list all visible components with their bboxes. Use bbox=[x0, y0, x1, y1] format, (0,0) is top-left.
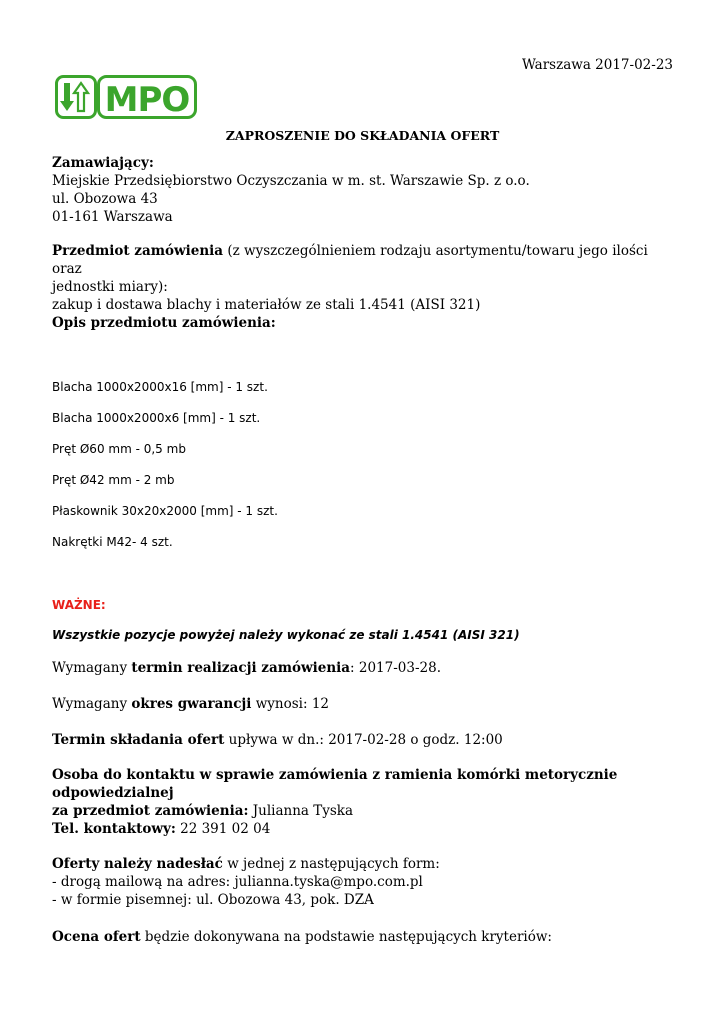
description-item: Pręt Ø60 mm - 0,5 mb bbox=[52, 442, 186, 456]
deadline-pre: Wymagany bbox=[52, 660, 132, 676]
submission-label: Oferty należy nadesłać bbox=[52, 856, 223, 872]
contact-label-line2: za przedmiot zamówienia: bbox=[52, 803, 249, 819]
description-item: Blacha 1000x2000x16 [mm] - 1 szt. bbox=[52, 380, 268, 394]
warranty-line bbox=[52, 695, 677, 713]
deadline-line bbox=[52, 659, 677, 677]
offer-deadline-line bbox=[52, 731, 677, 749]
subject-section bbox=[52, 242, 677, 314]
important-text: Wszystkie pozycje powyżej należy wykonać ze stali 1.4541 (AISI 321) bbox=[52, 628, 520, 642]
contact-name: Julianna Tyska bbox=[248, 803, 354, 819]
description-item: Płaskownik 30x20x2000 [mm] - 1 szt. bbox=[52, 504, 278, 518]
document-date: Warszawa 2017-02-23 bbox=[521, 57, 673, 73]
evaluation-line bbox=[52, 928, 677, 946]
description-item: Pręt Ø42 mm - 2 mb bbox=[52, 473, 175, 487]
subject-note-line1: (z wyszczególnieniem rodzaju asortymentu/towaru jego ilości oraz bbox=[52, 243, 648, 277]
subject-value: zakup i dostawa blachy i materiałów ze stali 1.4541 (AISI 321) bbox=[52, 297, 481, 313]
evaluation-post: będzie dokonywana na podstawie następujących kryteriów: bbox=[140, 929, 552, 945]
orderer-city: 01-161 Warszawa bbox=[52, 209, 173, 225]
orderer-section bbox=[52, 154, 677, 226]
description-item: Nakrętki M42- 4 szt. bbox=[52, 535, 173, 549]
submission-post: w jednej z następujących form: bbox=[222, 856, 440, 872]
offer-deadline-value: upływa w dn.: 2017-02-28 o godz. 12:00 bbox=[224, 732, 503, 748]
contact-section bbox=[52, 766, 682, 820]
mpo-logo bbox=[55, 75, 197, 119]
warranty-pre: Wymagany bbox=[52, 696, 132, 712]
phone-value: 22 391 02 04 bbox=[175, 821, 271, 837]
deadline-value: : 2017-03-28. bbox=[350, 660, 441, 676]
subject-label: Przedmiot zamówienia bbox=[52, 243, 224, 259]
phone-label: Tel. kontaktowy: bbox=[52, 821, 176, 837]
orderer-label: Zamawiający: bbox=[52, 155, 154, 171]
important-label: WAŻNE: bbox=[52, 598, 106, 612]
warranty-value: wynosi: 12 bbox=[251, 696, 329, 712]
page-title: ZAPROSZENIE DO SKŁADANIA OFERT bbox=[225, 128, 500, 143]
submission-email-line: - drogą mailową na adres: julianna.tyska@mpo.com.pl bbox=[52, 874, 423, 890]
subject-note-line2: jednostki miary): bbox=[52, 279, 168, 295]
logo-text: MPO bbox=[104, 80, 190, 119]
orderer-name: Miejskie Przedsiębiorstwo Oczyszczania w m. st. Warszawie Sp. z o.o. bbox=[52, 173, 530, 189]
warranty-label: okres gwarancji bbox=[131, 696, 252, 712]
description-item: Blacha 1000x2000x6 [mm] - 1 szt. bbox=[52, 411, 261, 425]
phone-line bbox=[52, 820, 677, 838]
orderer-street: ul. Obozowa 43 bbox=[52, 191, 158, 207]
deadline-label: termin realizacji zamówienia bbox=[131, 660, 351, 676]
evaluation-label: Ocena ofert bbox=[52, 929, 141, 945]
submission-postal-line: - w formie pisemnej: ul. Obozowa 43, pok. DZA bbox=[52, 892, 374, 908]
offer-deadline-label: Termin składania ofert bbox=[52, 732, 225, 748]
contact-label-line1: Osoba do kontaktu w sprawie zamówienia z ramienia komórki metorycznie odpowiedzialnej bbox=[52, 767, 618, 801]
submission-section bbox=[52, 855, 677, 909]
description-label: Opis przedmiotu zamówienia: bbox=[52, 315, 276, 331]
